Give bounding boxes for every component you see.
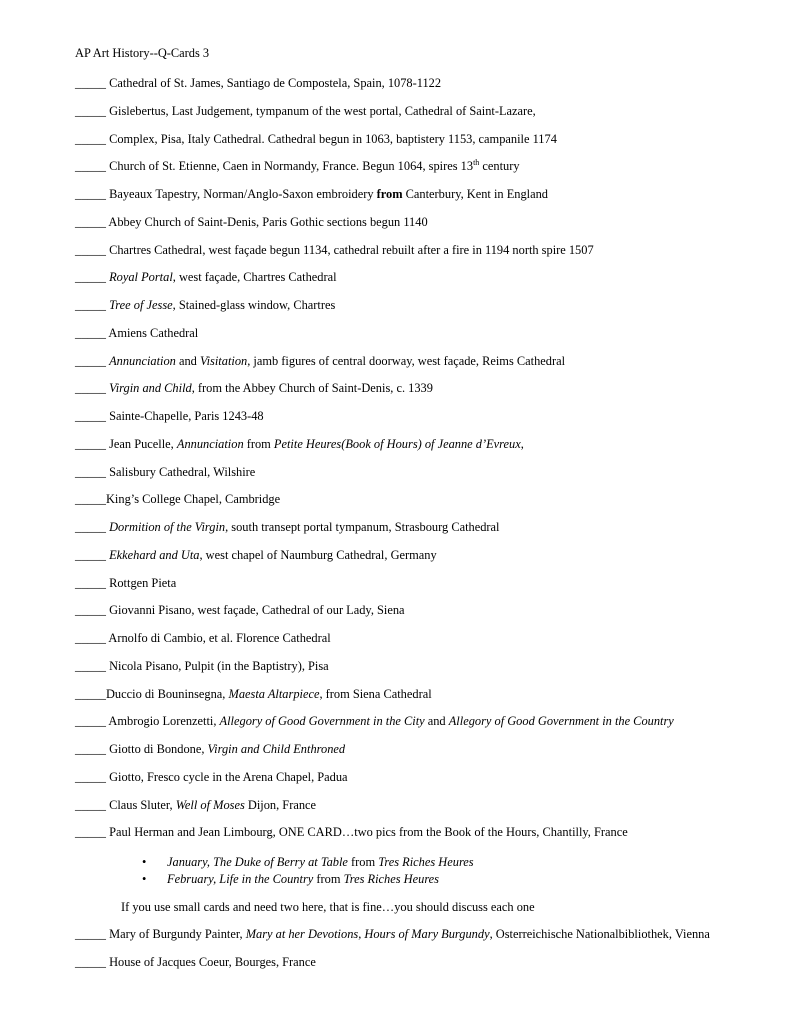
qcard-item (75, 132, 557, 147)
text-segment: Cathedral of St. James, Santiago de Compostela, Spain, 1078-1122 (109, 76, 442, 90)
qcard-item (75, 770, 348, 785)
answer-blank: _____ (75, 603, 106, 618)
italic-title-text: Ekkehard and Uta (109, 547, 200, 562)
text-segment: and (175, 353, 200, 368)
text-segment: Claus Sluter, (109, 797, 176, 812)
qcard-item (75, 798, 316, 813)
text-segment: Abbey Church of Saint-Denis, Paris Gothic sections begun 1140 (108, 214, 428, 229)
qcard-item (75, 354, 565, 369)
answer-blank: _____ (75, 298, 106, 312)
text-segment: Gislebertus, Last Judgement, tympanum of the west portal, Cathedral of Saint-Lazare, (109, 103, 536, 118)
answer-blank: _____ (75, 131, 106, 146)
italic-title-text: Allegory of Good Government in the City (219, 714, 425, 729)
text-segment: Church of St. Etienne, Caen in Normandy, France. Begun 1064, spires 13 (109, 159, 474, 174)
qcard-item (75, 298, 335, 313)
answer-blank: _____ (75, 686, 106, 701)
answer-blank: _____ (75, 797, 106, 812)
qcard-item (75, 381, 433, 396)
italic-title-text: Tree of Jesse, (109, 298, 176, 312)
qcard-item (75, 687, 432, 702)
text-segment: and (424, 714, 449, 729)
answer-blank: _____ (75, 270, 106, 285)
text-segment: , Osterreichische Nationalbibliothek, Vienna (489, 927, 710, 941)
answer-blank: _____ (75, 825, 106, 840)
italic-title-text: Virgin and Child (109, 381, 192, 396)
text-segment: Duccio di Bouninsegna, (105, 686, 229, 701)
answer-blank: _____ (75, 187, 106, 201)
answer-blank: _____ (75, 955, 106, 969)
answer-blank: _____ (75, 769, 106, 784)
answer-blank: _____ (75, 492, 106, 507)
answer-blank: _____ (75, 575, 106, 590)
qcard-item (75, 159, 520, 174)
answer-blank: _____ (75, 381, 106, 396)
text-segment: Complex, Pisa, Italy Cathedral. Cathedral begun in 1063, baptistery 1153, campanile 1174 (109, 131, 557, 146)
text-segment: , (520, 436, 524, 451)
bullet-icon: • (142, 855, 147, 869)
italic-title-text: Virgin and Child Enthroned (207, 742, 346, 756)
qcard-item (75, 603, 405, 618)
text-segment: Nicola Pisano, Pulpit (in the Baptistry), Pisa (109, 658, 329, 673)
answer-blank: _____ (75, 353, 106, 368)
text-segment: Arnolfo di Cambio, et al. Florence Cathedral (108, 631, 331, 645)
text-segment: Dijon, France (244, 797, 317, 812)
text-segment: , from the Abbey Church of Saint-Denis, c. 1339 (191, 381, 433, 396)
qcard-item (75, 631, 331, 646)
text-segment: , from Siena Cathedral (319, 686, 432, 701)
text-segment: Jean Pucelle, (109, 436, 177, 451)
italic-title-text: Allegory of Good Government in the Country (448, 714, 674, 729)
bold-text: from (376, 187, 403, 201)
answer-blank: _____ (75, 520, 106, 534)
qcard-item (75, 270, 337, 285)
italic-title-text: Well of Moses (175, 797, 245, 812)
qcard-item (75, 955, 316, 970)
text-segment: Giotto di Bondone, (109, 742, 208, 756)
text-segment: from (243, 436, 274, 451)
text-segment: , jamb figures of central doorway, west façade, Reims Cathedral (247, 353, 566, 368)
qcard-item (75, 659, 329, 674)
qcard-item (75, 825, 628, 840)
text-segment: Salisbury Cathedral, Wilshire (109, 464, 256, 479)
qcard-item (75, 326, 198, 341)
qcard-item (75, 548, 437, 563)
answer-blank: _____ (75, 409, 106, 423)
qcard-item (75, 492, 280, 507)
italic-title-text: Visitation (199, 353, 248, 368)
bullet-text (167, 855, 474, 870)
text-segment: century (479, 159, 520, 174)
answer-blank: _____ (75, 325, 106, 340)
text-segment: , west façade, Chartres Cathedral (172, 270, 337, 285)
italic-title-text: February, Life in the Country (167, 872, 314, 886)
answer-blank: _____ (75, 464, 106, 479)
italic-title-text: Tres Riches Heures (343, 872, 440, 886)
italic-title-text: Maesta Altarpiece (228, 686, 320, 701)
text-segment: from (347, 855, 379, 869)
answer-blank: _____ (75, 103, 106, 118)
answer-blank: _____ (75, 927, 106, 941)
qcard-item (75, 576, 176, 591)
qcard-item (75, 742, 345, 757)
qcard-item (75, 409, 264, 424)
page-title: AP Art History--Q-Cards 3 (75, 46, 210, 60)
text-segment: Amiens Cathedral (108, 325, 199, 340)
text-segment: , west chapel of Naumburg Cathedral, Germany (199, 547, 437, 562)
qcard-item (75, 187, 548, 202)
text-segment: House of Jacques Coeur, Bourges, France (109, 955, 316, 969)
answer-blank: _____ (75, 658, 106, 673)
qcard-item (75, 215, 428, 230)
text-segment: Sainte-Chapelle, Paris 1243-48 (109, 409, 264, 423)
italic-title-text: Annunciation (176, 436, 244, 451)
text-segment: Giotto, Fresco cycle in the Arena Chapel, Padua (109, 769, 348, 784)
qcard-item (75, 520, 499, 535)
text-segment: Giovanni Pisano, west façade, Cathedral of our Lady, Siena (109, 603, 405, 618)
answer-blank: _____ (75, 76, 106, 90)
qcard-item (75, 104, 536, 119)
answer-blank: _____ (75, 159, 106, 174)
italic-title-text: January, The Duke of Berry at Table (167, 855, 348, 869)
text-segment: Rottgen Pieta (109, 575, 177, 590)
qcard-item (75, 465, 255, 480)
text-segment: Chartres Cathedral, west façade begun 1134, cathedral rebuilt after a fire in 1194 north spire 1507 (109, 242, 594, 257)
text-segment: King’s College Chapel, Cambridge (105, 492, 281, 507)
text-segment: from (313, 872, 344, 886)
text-segment: Stained-glass window, Chartres (175, 298, 336, 312)
qcard-item (75, 76, 441, 91)
qcard-item (75, 243, 594, 258)
qcard-item (75, 927, 710, 942)
text-segment: Bayeaux Tapestry, Norman/Anglo-Saxon embroidery (109, 187, 377, 201)
italic-title-text: Dormition of the Virgin (109, 520, 226, 534)
bullet-icon: • (142, 872, 147, 886)
qcard-item (75, 437, 524, 452)
qcard-item (75, 714, 674, 729)
answer-blank: _____ (75, 742, 106, 756)
italic-title-text: Mary at her Devotions, Hours of Mary Burgundy (245, 927, 490, 941)
answer-blank: _____ (75, 436, 106, 451)
text-segment: th (473, 158, 480, 168)
bullet-text (167, 872, 439, 887)
answer-blank: _____ (75, 631, 106, 645)
text-segment: Ambrogio Lorenzetti, (108, 714, 220, 729)
answer-blank: _____ (75, 547, 106, 562)
italic-title-text: Petite Heures(Book of Hours) of Jeanne d’Evreux (273, 436, 521, 451)
text-segment: Canterbury, Kent in England (402, 187, 548, 201)
text-segment: Paul Herman and Jean Limbourg, ONE CARD…two pics from the Book of the Hours, Chantilly, France (109, 825, 628, 840)
answer-blank: _____ (75, 242, 106, 257)
italic-title-text: Tres Riches Heures (378, 855, 474, 869)
italic-title-text: Royal Portal (109, 270, 173, 285)
answer-blank: _____ (75, 214, 106, 229)
italic-title-text: Annunciation (109, 353, 176, 368)
note-text: If you use small cards and need two here, that is fine…you should discuss each one (121, 900, 535, 914)
answer-blank: _____ (75, 714, 106, 729)
text-segment: Mary of Burgundy Painter, (109, 927, 246, 941)
text-segment: , south transept portal tympanum, Strasbourg Cathedral (225, 520, 500, 534)
